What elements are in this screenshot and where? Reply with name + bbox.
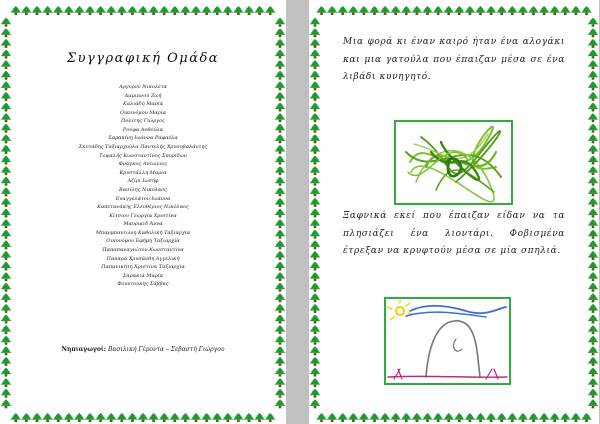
tree-icon — [275, 325, 286, 334]
cave-drawing-icon — [386, 299, 509, 383]
tree-icon — [275, 155, 286, 164]
cave-drawing-image — [384, 297, 511, 385]
tree-icon — [180, 413, 191, 422]
tree-icon — [310, 134, 321, 143]
tree-icon — [337, 413, 348, 422]
author-name: Σαρακίνη Ιωάννα Ραφαέλα — [108, 135, 178, 142]
tree-icon — [588, 208, 599, 217]
tree-icon — [310, 92, 321, 101]
page-gutter — [286, 0, 309, 424]
tree-icon — [588, 39, 599, 48]
tree-icon — [528, 413, 539, 422]
tree-icon — [275, 389, 286, 398]
tree-icon — [275, 177, 286, 186]
teachers-credit — [22, 346, 264, 353]
tree-icon — [422, 413, 433, 422]
tree-icon — [275, 230, 286, 239]
tree-icon — [1, 134, 12, 143]
tree-icon — [275, 60, 286, 69]
tree-icon — [180, 6, 191, 15]
tree-icon — [310, 49, 321, 58]
tree-icon — [138, 6, 149, 15]
tree-icon — [588, 367, 599, 376]
tree-icon — [369, 6, 380, 15]
tree-icon — [310, 240, 321, 249]
tree-icon — [1, 346, 12, 355]
tree-icon — [1, 177, 12, 186]
tree-icon — [570, 413, 581, 422]
tree-icon — [159, 6, 170, 15]
tree-icon — [549, 6, 560, 15]
tree-icon — [496, 413, 507, 422]
tree-icon — [310, 124, 321, 133]
tree-icon — [454, 413, 465, 422]
author-name: Βασίλης Νικόλαος — [119, 186, 167, 193]
tree-icon — [316, 6, 327, 15]
author-name: Τοψαλής Κωνσταντίνος Σπυρίδων — [99, 152, 187, 159]
tree-icon — [401, 6, 412, 15]
tree-icon — [116, 413, 127, 422]
tree-icon — [244, 413, 255, 422]
tree-icon — [1, 293, 12, 302]
tree-icon — [411, 413, 422, 422]
page-title: Συγγραφική Ομάδα — [66, 51, 220, 66]
tree-icon — [464, 413, 475, 422]
tree-icon — [42, 6, 53, 15]
tree-icon — [1, 198, 12, 207]
tree-icon — [169, 413, 180, 422]
tree-icon — [310, 155, 321, 164]
tree-icon — [275, 81, 286, 90]
tree-icon — [275, 378, 286, 387]
tree-icon — [310, 325, 321, 334]
tree-icon — [588, 272, 599, 281]
tree-icon — [275, 367, 286, 376]
tree-icon — [1, 272, 12, 281]
author-name: Αργυρού Νικολέτα — [119, 84, 167, 90]
tree-icon — [486, 6, 497, 15]
tree-icon — [475, 413, 486, 422]
tree-icon — [1, 39, 12, 48]
tree-icon — [265, 6, 276, 15]
tree-icon — [275, 18, 286, 27]
tree-icon — [1, 155, 12, 164]
tree-icon — [310, 251, 321, 260]
tree-icon — [95, 413, 106, 422]
tree-icon — [358, 413, 369, 422]
author-name: Παπαπαναγιώτου Κωνσταντίνα — [102, 246, 184, 253]
tree-icon — [560, 413, 571, 422]
tree-icon — [1, 49, 12, 58]
tree-icon — [443, 413, 454, 422]
author-name: Ευαγγελάτου Ιωάννα — [115, 195, 171, 202]
tree-icon — [496, 6, 507, 15]
right-page — [309, 0, 599, 424]
scribble-drawing-image — [394, 120, 513, 205]
tree-icon — [310, 39, 321, 48]
tree-icon — [85, 413, 96, 422]
tree-icon — [244, 6, 255, 15]
tree-icon — [310, 378, 321, 387]
author-name: Σαρακιά Μαρία — [122, 272, 164, 279]
tree-icon — [411, 6, 422, 15]
author-name: Ρούφα Ανθούλα — [122, 126, 164, 133]
tree-icon — [310, 314, 321, 323]
tree-icon — [21, 6, 32, 15]
tree-icon — [275, 304, 286, 313]
tree-icon — [310, 261, 321, 270]
tree-icon — [310, 367, 321, 376]
tree-icon — [275, 198, 286, 207]
author-name: Κρυστάλλη Μαρία — [119, 169, 167, 176]
tree-icon — [212, 6, 223, 15]
tree-icon — [74, 413, 85, 422]
tree-icon — [316, 413, 327, 422]
author-name: Φουντούκης Σάββας — [117, 281, 169, 288]
author-name: Φράγκος Αντώνιος — [118, 161, 168, 168]
tree-icon — [310, 230, 321, 239]
tree-icon — [1, 60, 12, 69]
tree-icon — [581, 6, 592, 15]
tree-icon — [310, 272, 321, 281]
author-name: Καλιάδη Μαρία — [123, 101, 163, 108]
tree-icon — [1, 283, 12, 292]
tree-icon — [53, 413, 64, 422]
tree-icon — [275, 272, 286, 281]
tree-icon — [254, 6, 265, 15]
left-page — [0, 0, 286, 424]
tree-icon — [212, 413, 223, 422]
tree-icon — [127, 6, 138, 15]
tree-icon — [570, 6, 581, 15]
tree-icon — [233, 6, 244, 15]
tree-icon — [588, 102, 599, 111]
tree-icon — [310, 283, 321, 292]
tree-icon — [254, 413, 265, 422]
tree-icon — [275, 261, 286, 270]
tree-icon — [588, 60, 599, 69]
tree-icon — [275, 113, 286, 122]
tree-icon — [588, 155, 599, 164]
tree-icon — [275, 124, 286, 133]
tree-icon — [581, 413, 592, 422]
tree-icon — [310, 399, 321, 408]
tree-icon — [422, 6, 433, 15]
tree-icon — [507, 6, 518, 15]
tree-icon — [275, 251, 286, 260]
tree-icon — [21, 413, 32, 422]
author-name: Σκοτάδης Ταξιαρχούλα Παντελής Χρυσοβαλάντης — [78, 144, 208, 151]
tree-icon — [310, 81, 321, 90]
tree-icon — [310, 187, 321, 196]
tree-icon — [588, 399, 599, 408]
tree-icon — [63, 6, 74, 15]
tree-icon — [588, 219, 599, 228]
tree-icon — [401, 413, 412, 422]
tree-icon — [310, 166, 321, 175]
tree-icon — [1, 81, 12, 90]
tree-icon — [138, 413, 149, 422]
tree-icon — [348, 413, 359, 422]
tree-icon — [539, 413, 550, 422]
tree-icon — [588, 166, 599, 175]
tree-icon — [310, 145, 321, 154]
tree-icon — [275, 187, 286, 196]
tree-icon — [369, 413, 380, 422]
author-name: Δαμιανού Ζωή — [124, 92, 162, 99]
tree-icon — [191, 6, 202, 15]
tree-icon — [32, 413, 43, 422]
tree-icon — [1, 230, 12, 239]
tree-icon — [1, 113, 12, 122]
tree-icon — [1, 325, 12, 334]
tree-icon — [1, 240, 12, 249]
tree-icon — [1, 336, 12, 345]
tree-icon — [310, 293, 321, 302]
author-list — [22, 83, 264, 289]
tree-icon — [1, 304, 12, 313]
tree-icon — [486, 413, 497, 422]
tree-icon — [169, 6, 180, 15]
tree-icon — [1, 28, 12, 37]
tree-icon — [275, 134, 286, 143]
tree-icon — [588, 336, 599, 345]
tree-icon — [588, 346, 599, 355]
tree-icon — [63, 413, 74, 422]
author-name: Μπαρμπαντώνη Καθολική Ταξιαρχία — [95, 229, 191, 236]
tree-icon — [85, 6, 96, 15]
tree-icon — [159, 413, 170, 422]
tree-icon — [588, 357, 599, 366]
tree-icon — [310, 198, 321, 207]
author-name: Κίτσιου Γεωργία Χριστίνα — [109, 212, 177, 219]
left-page-content — [22, 20, 264, 402]
tree-icon — [1, 208, 12, 217]
tree-icon — [106, 413, 117, 422]
tree-icon — [275, 145, 286, 154]
tree-icon — [443, 6, 454, 15]
tree-icon — [106, 6, 117, 15]
tree-icon — [528, 6, 539, 15]
tree-icon — [454, 6, 465, 15]
tree-icon — [390, 6, 401, 15]
tree-icon — [10, 6, 21, 15]
tree-icon — [588, 251, 599, 260]
tree-icon — [10, 413, 21, 422]
tree-icon — [588, 134, 599, 143]
tree-icon — [275, 49, 286, 58]
tree-icon — [275, 314, 286, 323]
tree-icon — [310, 18, 321, 27]
author-name: Παπαρά Χρυσάνθη Αγγελική — [106, 255, 180, 262]
tree-icon — [74, 6, 85, 15]
tree-icon — [588, 240, 599, 249]
tree-icon — [1, 92, 12, 101]
tree-icon — [588, 314, 599, 323]
tree-icon — [560, 6, 571, 15]
tree-icon — [1, 251, 12, 260]
tree-icon — [588, 304, 599, 313]
tree-icon — [310, 304, 321, 313]
tree-icon — [327, 413, 338, 422]
tree-icon — [588, 378, 599, 387]
tree-icon — [222, 6, 233, 15]
tree-icon — [588, 187, 599, 196]
tree-icon — [310, 177, 321, 186]
tree-icon — [201, 413, 212, 422]
tree-icon — [127, 413, 138, 422]
tree-icon — [310, 208, 321, 217]
tree-icon — [464, 6, 475, 15]
tree-icon — [380, 413, 391, 422]
tree-icon — [275, 219, 286, 228]
tree-icon — [1, 187, 12, 196]
tree-icon — [588, 230, 599, 239]
story-paragraph-1: Μια φορά κι έναν καιρό ήταν ένα αλογάκι και μια γατούλα που έπαιζαν μέσα σε ένα λιβάδι κυνηγητό. — [343, 37, 565, 82]
story-paragraph-2: Ξαφνικά εκεί που έπαιζαν είδαν να τα πλησιάζει ένα λιοντάρι. Φοβισμένα έτρεξαν να κρυφτούν μέσα σε μία σπηλιά. — [343, 211, 565, 256]
tree-icon — [539, 6, 550, 15]
tree-icon — [588, 18, 599, 27]
tree-icon — [1, 102, 12, 111]
tree-icon — [275, 336, 286, 345]
tree-icon — [42, 413, 53, 422]
tree-icon — [588, 124, 599, 133]
tree-icon — [1, 357, 12, 366]
tree-icon — [310, 113, 321, 122]
tree-icon — [275, 293, 286, 302]
tree-icon — [275, 92, 286, 101]
tree-icon — [433, 413, 444, 422]
tree-icon — [265, 413, 276, 422]
tree-icon — [95, 6, 106, 15]
tree-icon — [1, 145, 12, 154]
tree-icon — [588, 293, 599, 302]
tree-icon — [148, 413, 159, 422]
tree-icon — [507, 413, 518, 422]
tree-icon — [1, 71, 12, 80]
tree-icon — [517, 6, 528, 15]
tree-icon — [1, 219, 12, 228]
tree-icon — [588, 81, 599, 90]
tree-icon — [32, 6, 43, 15]
tree-icon — [390, 413, 401, 422]
tree-icon — [517, 413, 528, 422]
tree-icon — [348, 6, 359, 15]
tree-icon — [116, 6, 127, 15]
tree-icon — [327, 6, 338, 15]
tree-icon — [310, 389, 321, 398]
tree-icon — [1, 314, 12, 323]
tree-icon — [275, 28, 286, 37]
tree-icon — [53, 6, 64, 15]
tree-icon — [1, 124, 12, 133]
tree-icon — [275, 166, 286, 175]
tree-icon — [233, 413, 244, 422]
tree-icon — [588, 261, 599, 270]
tree-icon — [222, 413, 233, 422]
tree-icon — [1, 389, 12, 398]
tree-icon — [588, 145, 599, 154]
tree-icon — [191, 413, 202, 422]
tree-icon — [588, 28, 599, 37]
tree-icon — [148, 6, 159, 15]
tree-icon — [588, 283, 599, 292]
tree-icon — [310, 336, 321, 345]
tree-icon — [310, 60, 321, 69]
tree-icon — [310, 71, 321, 80]
tree-icon — [588, 113, 599, 122]
author-name: Παπανικήτη Χριστίνα Ταξιαρχία — [101, 264, 185, 271]
credits-names: Βασιλική Γέροντα – Σεβαστή Γιώργου — [107, 346, 225, 353]
tree-icon — [475, 6, 486, 15]
author-name: Μαυρικιδ Άννα — [123, 221, 163, 228]
tree-icon — [337, 6, 348, 15]
tree-icon — [275, 399, 286, 408]
tree-icon — [310, 28, 321, 37]
tree-icon — [549, 413, 560, 422]
author-name: Πολίτης Γιώργος — [121, 118, 165, 125]
author-name: Αζίρι Ιωσήφ — [127, 178, 159, 185]
tree-icon — [275, 102, 286, 111]
tree-icon — [588, 325, 599, 334]
tree-icon — [1, 261, 12, 270]
tree-icon — [433, 6, 444, 15]
tree-icon — [275, 39, 286, 48]
tree-icon — [275, 357, 286, 366]
tree-icon — [310, 102, 321, 111]
tree-icon — [588, 49, 599, 58]
tree-icon — [1, 166, 12, 175]
tree-icon — [201, 6, 212, 15]
tree-icon — [588, 198, 599, 207]
author-name: Οικονόμου Εφήμη Ταξιαρχία — [106, 238, 180, 245]
tree-icon — [275, 71, 286, 80]
tree-icon — [275, 208, 286, 217]
author-name: Οικονόμου Μαρία — [119, 109, 167, 116]
tree-icon — [588, 389, 599, 398]
tree-icon — [1, 18, 12, 27]
tree-icon — [310, 219, 321, 228]
author-name: Καπετανάκης Ελευθέριος Νικόλαος — [97, 204, 189, 211]
tree-icon — [310, 346, 321, 355]
tree-icon — [358, 6, 369, 15]
grass-scribble-icon — [396, 122, 511, 203]
tree-icon — [275, 283, 286, 292]
tree-icon — [275, 240, 286, 249]
tree-icon — [1, 367, 12, 376]
tree-icon — [380, 6, 391, 15]
credits-label: Νηπιαγωγοί: — [61, 346, 107, 353]
tree-icon — [588, 177, 599, 186]
tree-icon — [588, 71, 599, 80]
tree-icon — [1, 378, 12, 387]
tree-icon — [275, 346, 286, 355]
tree-icon — [588, 92, 599, 101]
tree-icon — [310, 357, 321, 366]
tree-icon — [1, 399, 12, 408]
